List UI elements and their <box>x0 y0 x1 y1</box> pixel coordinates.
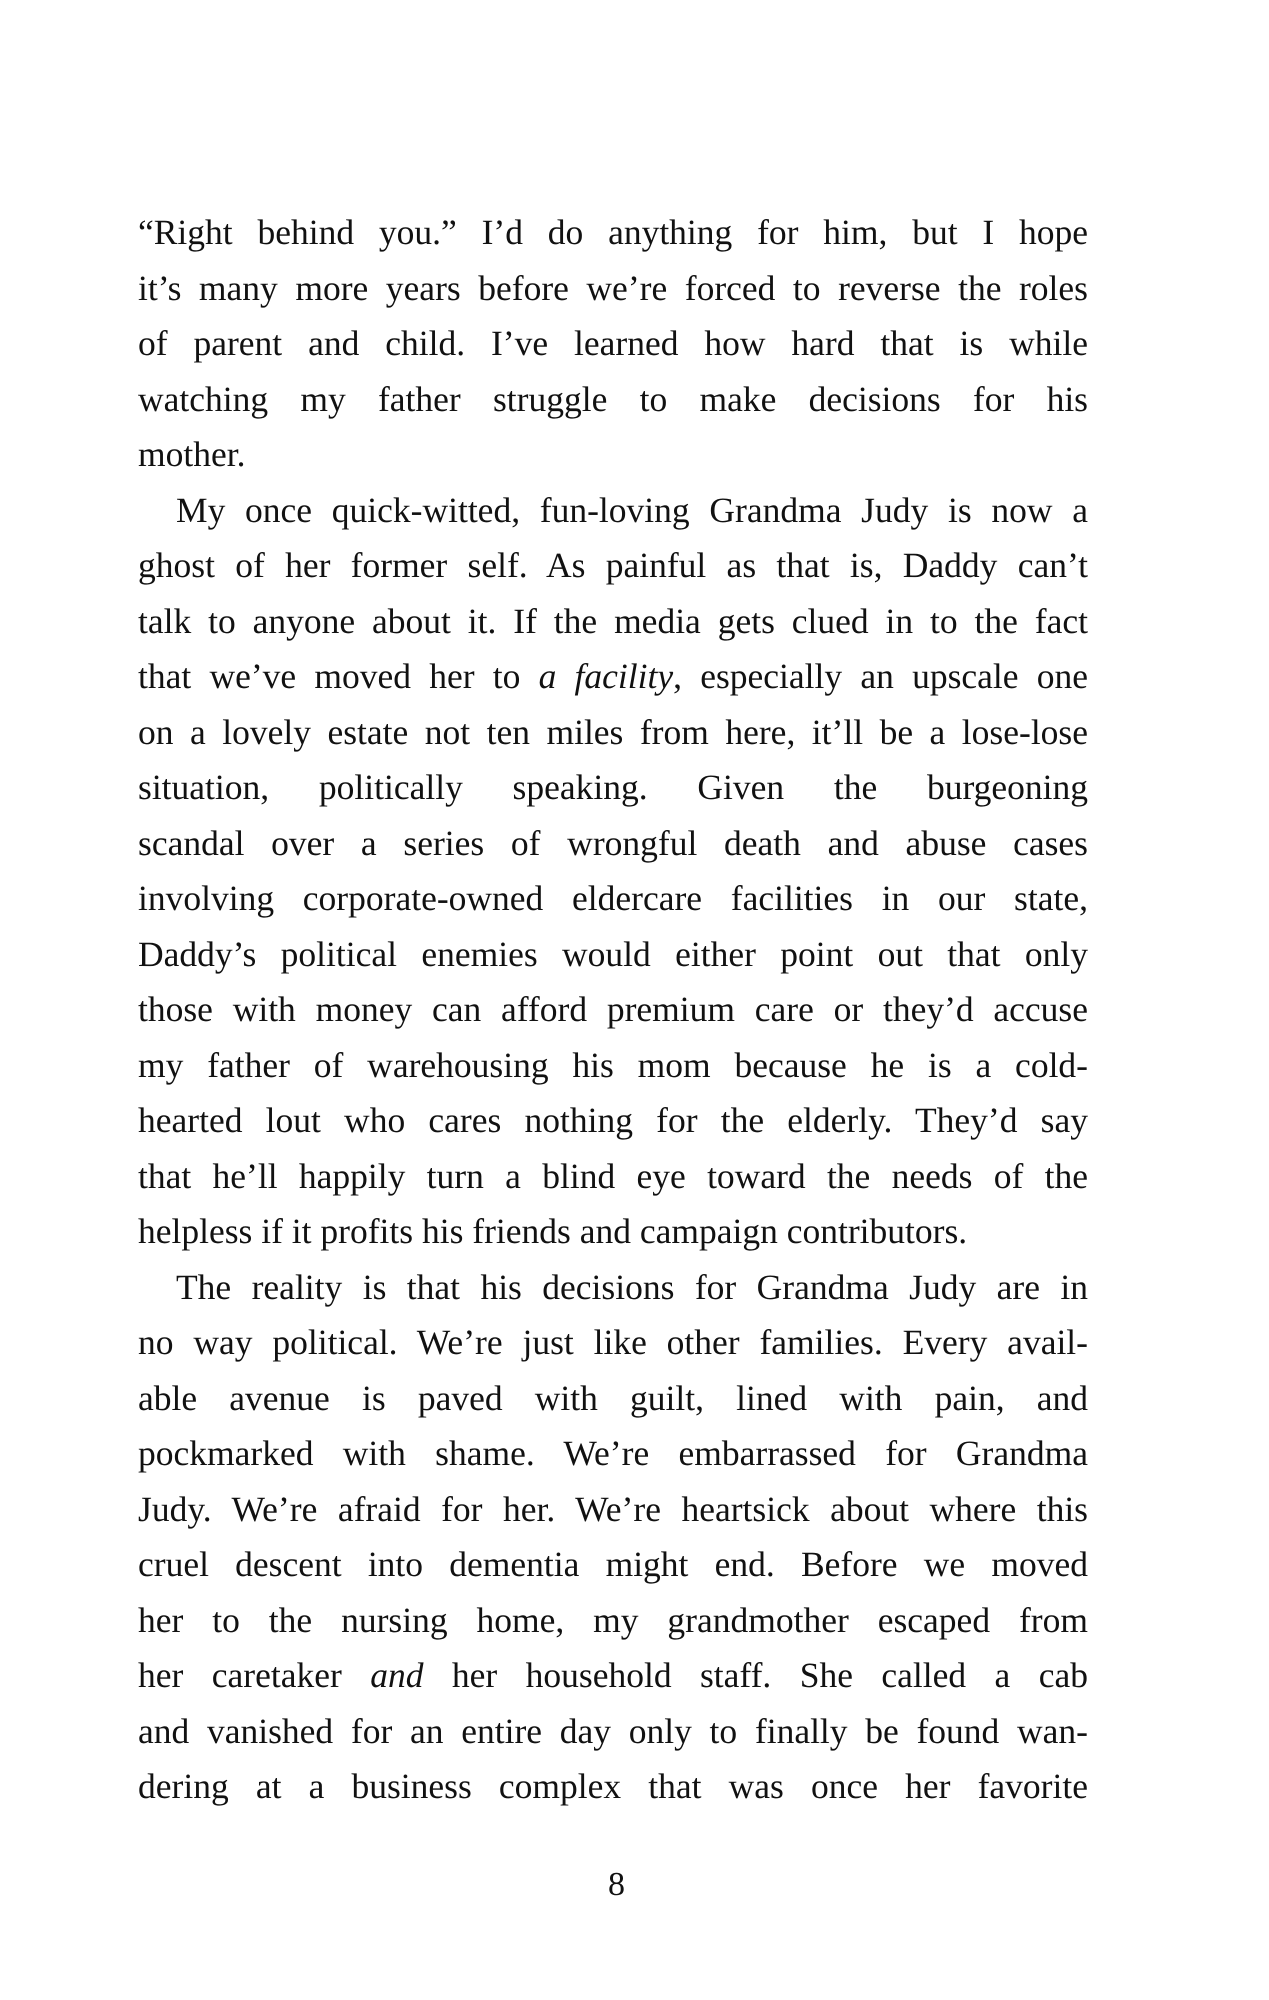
text-line: watching my father struggle to make decisions for his <box>138 378 1088 419</box>
text-line: that we’ve moved her to a facility, especially an upscale one <box>138 656 1088 696</box>
text-line: those with money can afford premium care or they’d accuse <box>138 989 1088 1029</box>
text-line: pockmarked with shame. We’re embarrassed for Grandma <box>138 1433 1088 1473</box>
text-line: talk to anyone about it. If the media gets clued in to the fact <box>138 600 1088 641</box>
text-line: her caretaker and her household staff. She called a cab <box>138 1655 1089 1695</box>
text-line: hearted lout who cares nothing for the elderly. They’d say <box>138 1100 1088 1140</box>
paragraph-3 <box>138 1260 1088 1815</box>
text-line: cruel descent into dementia might end. Before we moved <box>138 1544 1088 1584</box>
text-line: my father of warehousing his mom because he is a cold- <box>138 1044 1088 1085</box>
text-line: scandal over a series of wrongful death and abuse cases <box>138 822 1088 863</box>
text-line: on a lovely estate not ten miles from here, it’ll be a lose-lose <box>138 711 1088 752</box>
text-line: involving corporate-owned eldercare facilities in our state, <box>138 878 1088 918</box>
text-line: Daddy’s political enemies would either point out that only <box>138 933 1088 974</box>
page-number: 8 <box>608 1866 625 1903</box>
text-line: situation, politically speaking. Given the burgeoning <box>138 767 1088 807</box>
text-line: that he’ll happily turn a blind eye toward the needs of the <box>138 1155 1088 1196</box>
text-line: able avenue is paved with guilt, lined with pain, and <box>138 1377 1088 1418</box>
text-line: helpless if it profits his friends and campaign contributors. <box>138 1211 968 1251</box>
text-line: My once quick-witted, fun-loving Grandma Judy is now a <box>176 489 1088 530</box>
text-line: her to the nursing home, my grandmother escaped from <box>138 1599 1088 1640</box>
text-line: dering at a business complex that was once her favorite <box>138 1766 1088 1806</box>
body-text <box>138 205 1088 1815</box>
text-line: and vanished for an entire day only to finally be found wan- <box>138 1710 1088 1751</box>
text-line: “Right behind you.” I’d do anything for him, but I hope <box>138 212 1088 252</box>
text-line: it’s many more years before we’re forced to reverse the roles <box>138 267 1088 308</box>
text-line: of parent and child. I’ve learned how hard that is while <box>138 323 1088 363</box>
paragraph-1 <box>138 205 1088 483</box>
text-line: mother. <box>138 434 246 474</box>
text-line: ghost of her former self. As painful as that is, Daddy can’t <box>138 545 1088 585</box>
text-line: no way political. We’re just like other families. Every avail- <box>138 1322 1088 1362</box>
emphasis: a facility <box>538 656 674 696</box>
emphasis: and <box>341 1655 452 1695</box>
text-line: Judy. We’re afraid for her. We’re heartsick about where this <box>138 1488 1088 1529</box>
text-line: The reality is that his decisions for Grandma Judy are in <box>176 1266 1088 1307</box>
paragraph-2 <box>138 483 1088 1260</box>
